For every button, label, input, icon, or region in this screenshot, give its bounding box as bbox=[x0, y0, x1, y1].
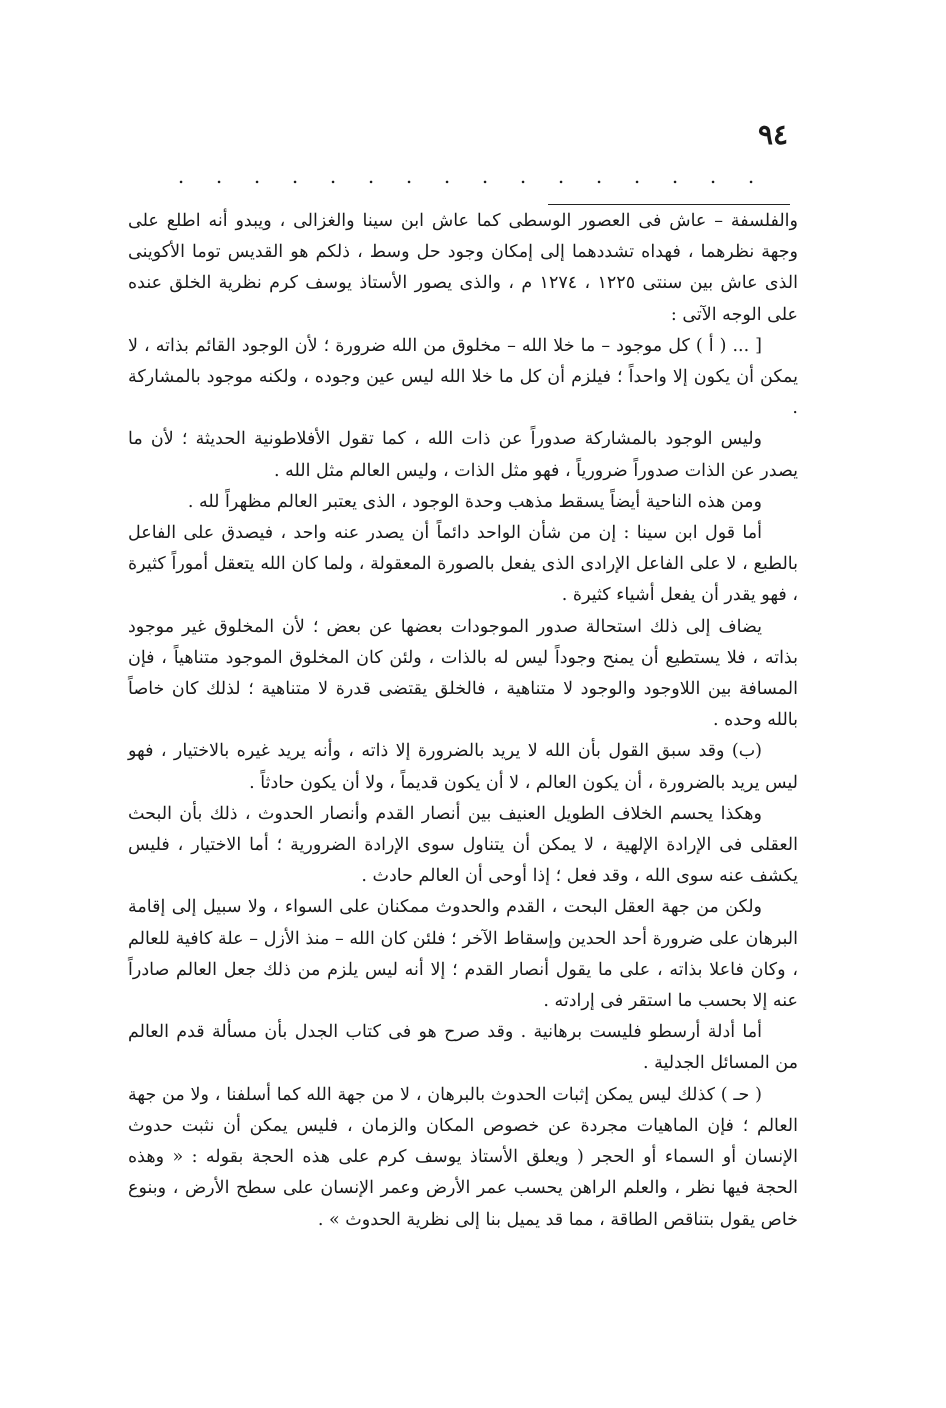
body-text bbox=[128, 206, 798, 1236]
dot: . bbox=[443, 164, 451, 188]
dot: . bbox=[367, 164, 375, 188]
dotted-separator bbox=[150, 164, 770, 188]
paragraph: ومن هذه الناحية أيضاً يسقط مذهب وحدة الوجود ، الذى يعتبر العالم مظهراً لله . bbox=[187, 491, 762, 512]
paragraph: [ ... ( أ ) كل موجود – ما خلا الله – مخلوق من الله ضرورة ؛ لأن الوجود القائم بذاته ، لا يمكن أن يكون إلا واحداً ؛ فيلزم أن كل ما خلا الله ليس عين وجوده ، ولكنه موجود بالمشاركة . bbox=[128, 335, 798, 419]
header-rule bbox=[548, 204, 790, 205]
dot: . bbox=[177, 164, 185, 188]
dot: . bbox=[557, 164, 565, 188]
paragraph: ولكن من جهة العقل البحت ، القدم والحدوث ممكنان على السواء ، ولا سبيل إلى إقامة البرهان على ضرورة أحد الحدين وإسقاط الآخر ؛ فلئن كان الله – منذ الأزل – علة كافية للعالم ، وكان فاعلا بذاته ، على ما يقول أنصار القدم ؛ إلا أنه ليس يلزم من ذلك جعل العالم صادراً عنه إلا بحسب ما استقر فى إرادته . bbox=[128, 897, 798, 1012]
paragraph: وليس الوجود بالمشاركة صدوراً عن ذات الله ، كما تقول الأفلاطونية الحديثة ؛ لأن ما يصدر عن الذات صدوراً ضرورياً ، فهو مثل الذات ، وليس العالم مثل الله . bbox=[128, 429, 798, 481]
dot: . bbox=[405, 164, 413, 188]
paragraph: والفلسفة – عاش فى العصور الوسطى كما عاش ابن سينا والغزالى ، ويبدو أنه اطلع على وجهة نظرهما ، فهداه تشددهما إلى إمكان وجود حل وسط ، ذلكم هو القديس توما الأكوينى الذى عاش بين سنتى ١٢٢٥ ، ١٢٧٤ م ، والذى يصور الأستاذ يوسف كرم نظرية الخلق عنده على الوجه الآتى : bbox=[128, 211, 798, 325]
dot: . bbox=[253, 164, 261, 188]
dot: . bbox=[671, 164, 679, 188]
dot: . bbox=[709, 164, 717, 188]
paragraph: ( حـ ) كذلك ليس يمكن إثبات الحدوث بالبرهان ، لا من جهة الله كما أسلفنا ، ولا من جهة العالم ؛ فإن الماهيات مجردة عن خصوص المكان والزمان ، فليس يمكن أن نثبت حدوث الإنسان أو السماء أو الحجر ( ويعلق الأستاذ يوسف كرم على هذه الحجة بقوله : « وهذه الحجة فيها نظر ، والعلم الراهن يحسب عمر الأرض وعمر الإنسان على سطح الأرض ، وبنوع خاص يقول بتناقص الطاقة ، مما قد يميل بنا إلى نظرية الحدوث » . bbox=[128, 1084, 798, 1230]
dot: . bbox=[291, 164, 299, 188]
paragraph: يضاف إلى ذلك استحالة صدور الموجودات بعضها عن بعض ؛ لأن المخلوق غير موجود بذاته ، فلا يستطيع أن يمنح وجوداً ليس له بالذات ، ولئن كان المخلوق الموجود متناهياً ، فإن المسافة بين اللاوجود والوجود لا متناهية ، فالخلق يقتضى قدرة لا متناهية ؛ لذلك كان خاصاً بالله وحده . bbox=[128, 616, 798, 731]
page-number: ٩٤ bbox=[758, 118, 789, 151]
dot: . bbox=[519, 164, 527, 188]
dot: . bbox=[747, 164, 755, 188]
paragraph: أما أدلة أرسطو فليست برهانية . وقد صرح هو فى كتاب الجدل بأن مسألة قدم العالم من المسائل الجدلية . bbox=[128, 1022, 798, 1074]
paragraph: أما قول ابن سينا : إن من شأن الواحد دائماً أن يصدر عنه واحد ، فيصدق على الفاعل بالطبع ، لا على الفاعل الإرادى الذى يفعل بالصورة المعقولة ، ولما كان الله يتعقل أموراً كثيرة ، فهو يقدر أن يفعل أشياء كثيرة . bbox=[128, 523, 798, 606]
paragraph: (ب) وقد سبق القول بأن الله لا يريد بالضرورة إلا ذاته ، وأنه يريد غيره بالاختيار ، فهو ليس يريد بالضرورة ، أن يكون العالم ، لا أن يكون قديماً ، ولا أن يكون حادثاً . bbox=[128, 741, 798, 793]
dot: . bbox=[481, 164, 489, 188]
dot: . bbox=[215, 164, 223, 188]
paragraph: وهكذا يحسم الخلاف الطويل العنيف بين أنصار القدم وأنصار الحدوث ، ذلك بأن البحث العقلى فى الإرادة الإلهية ، لا يمكن أن يتناول سوى الإرادة الضرورية ؛ أما الاختيار ، فليس يكشف عنه سوى الله ، وقد فعل ؛ إذا أوحى أن العالم حادث . bbox=[128, 803, 798, 887]
dot: . bbox=[595, 164, 603, 188]
dot: . bbox=[633, 164, 641, 188]
dot: . bbox=[329, 164, 337, 188]
